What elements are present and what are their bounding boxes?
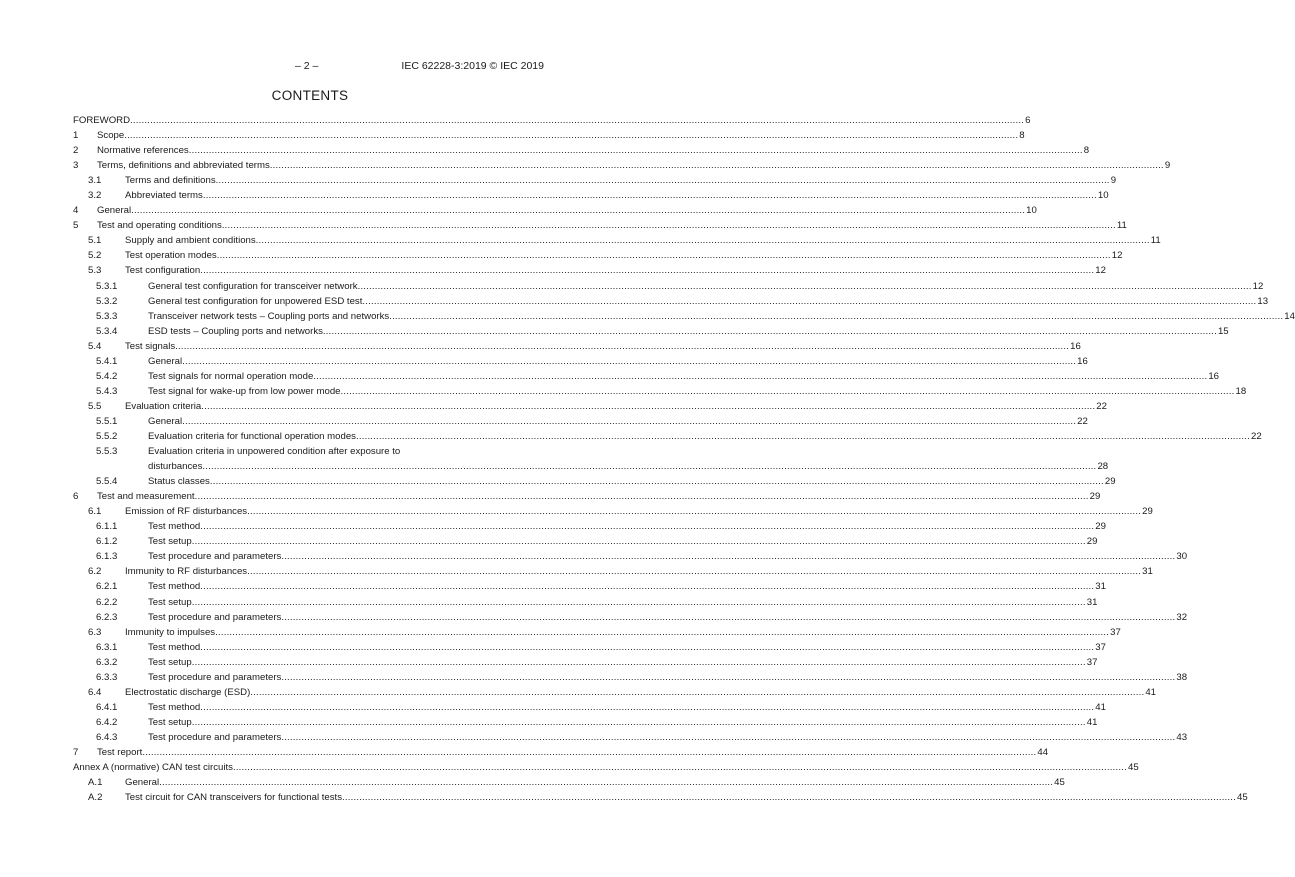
toc-entry-number: 5.4.2: [96, 370, 118, 382]
toc-entry-number: 5.1: [88, 235, 102, 247]
toc-entry-page: 22: [1251, 430, 1262, 442]
toc-entry-title: Test report: [97, 746, 143, 758]
toc-entry[interactable]: [73, 700, 1106, 715]
toc-leader-dots: [358, 279, 1252, 294]
toc-entry[interactable]: [73, 263, 1106, 278]
toc-entry-number: A.1: [88, 777, 103, 789]
toc-entry[interactable]: [73, 640, 1106, 655]
toc-entry-page: 45: [1127, 762, 1139, 774]
toc-leader-dots: [256, 233, 1150, 248]
toc-entry[interactable]: [73, 489, 1101, 504]
toc-entry[interactable]: [73, 339, 1081, 354]
page-number: – 2 –: [295, 60, 319, 72]
toc-entry[interactable]: [73, 324, 1229, 339]
toc-entry[interactable]: [73, 414, 1088, 429]
toc-entry-number: 6.1.3: [96, 551, 118, 563]
toc-entry-title: ESD tests – Coupling ports and networks: [148, 325, 323, 337]
toc-entry-title: Test setup: [148, 536, 192, 548]
toc-entry-number: 5.5.1: [96, 415, 118, 427]
toc-entry-number: 6.2.3: [96, 611, 118, 623]
toc-entry-page: 29: [1142, 506, 1153, 518]
toc-entry-title: Electrostatic discharge (ESD): [125, 686, 251, 698]
toc-entry-number: 6.1.1: [96, 521, 118, 533]
page-title: CONTENTS: [271, 88, 349, 103]
toc-entry-title: General: [148, 415, 183, 427]
toc-entry-title: Test method: [148, 521, 201, 533]
toc-leader-dots: [215, 625, 1109, 640]
toc-entry[interactable]: [73, 760, 1139, 775]
toc-entry-title: Test and measurement: [97, 491, 195, 503]
toc-entry-title: Test setup: [148, 656, 192, 668]
toc-entry-number: 5.3.2: [96, 295, 118, 307]
toc-leader-dots: [281, 670, 1175, 685]
toc-leader-dots: [341, 384, 1235, 399]
toc-entry[interactable]: [73, 173, 1117, 188]
toc-entry-page: 16: [1077, 355, 1088, 367]
toc-entry-number: 5.3: [88, 265, 102, 277]
toc-entry-title: Test setup: [148, 716, 192, 728]
toc-leader-dots: [192, 715, 1086, 730]
toc-entry[interactable]: [73, 534, 1098, 549]
toc-entry[interactable]: [73, 685, 1156, 700]
toc-entry-title: General test configuration for transceiver network: [148, 280, 358, 292]
toc-entry-number: 6.4.2: [96, 716, 118, 728]
toc-entry[interactable]: [73, 429, 1262, 444]
toc-entry-number: 6: [73, 491, 79, 503]
toc-entry-title: Test signals: [125, 340, 176, 352]
toc-entry-number: 2: [73, 145, 79, 157]
toc-entry-title: Terms, definitions and abbreviated terms: [97, 160, 270, 172]
toc-entry-page: 37: [1095, 641, 1106, 653]
toc-leader-dots: [250, 685, 1144, 700]
toc-entry[interactable]: [73, 218, 1127, 233]
toc-entry-number: 6.1.2: [96, 536, 118, 548]
toc-leader-dots: [200, 700, 1094, 715]
toc-leader-dots: [323, 324, 1217, 339]
toc-entry-page: 13: [1257, 295, 1269, 307]
toc-entry-page: 9: [1164, 160, 1171, 172]
toc-entry-page: 31: [1142, 566, 1153, 578]
toc-entry[interactable]: [73, 309, 1295, 324]
toc-entry-page: 12: [1252, 280, 1264, 292]
toc-entry-title: Supply and ambient conditions: [125, 235, 256, 247]
toc-entry-number: 5.5.3: [96, 446, 118, 458]
toc-entry[interactable]: [73, 369, 1220, 384]
toc-entry-title: Test procedure and parameters: [148, 611, 282, 623]
toc-entry[interactable]: [73, 730, 1188, 745]
toc-entry[interactable]: [73, 354, 1088, 369]
toc-entry[interactable]: [73, 279, 1264, 294]
toc-entry[interactable]: [73, 579, 1106, 594]
toc-entry-title: Test method: [148, 641, 201, 653]
toc-entry[interactable]: [73, 595, 1098, 610]
toc-leader-dots: [281, 730, 1175, 745]
toc-entry-title: General: [125, 777, 160, 789]
toc-entry-number: 6.3.1: [96, 641, 118, 653]
toc-leader-dots: [192, 534, 1086, 549]
toc-entry-page: 43: [1176, 731, 1188, 743]
toc-entry[interactable]: [73, 399, 1107, 414]
toc-leader-dots: [203, 188, 1097, 203]
toc-leader-dots: [342, 790, 1236, 805]
toc-leader-dots: [222, 218, 1116, 233]
toc-entry-title: Test configuration: [125, 265, 201, 277]
toc-entry-page: 37: [1110, 626, 1121, 638]
table-of-contents: [73, 113, 1295, 805]
toc-entry-title: Normative references: [97, 145, 189, 157]
toc-entry-number: 6.4.1: [96, 701, 118, 713]
toc-entry[interactable]: [73, 549, 1188, 564]
toc-entry-page: 11: [1150, 235, 1161, 247]
toc-entry-number: 1: [73, 130, 79, 142]
toc-entry-number: 5.3.1: [96, 280, 118, 292]
toc-leader-dots: [201, 399, 1095, 414]
toc-entry-title: Status classes: [148, 476, 210, 488]
toc-entry[interactable]: [73, 113, 1031, 128]
toc-entry-title: General test configuration for unpowered ESD test: [148, 295, 363, 307]
toc-entry-number: 5.5.2: [96, 430, 118, 442]
toc-leader-dots: [202, 459, 1096, 474]
toc-entry-number: 5.5: [88, 400, 102, 412]
toc-leader-dots: [130, 113, 1024, 128]
toc-entry-number: 5: [73, 220, 79, 232]
toc-leader-dots: [233, 760, 1127, 775]
toc-entry-title: General: [97, 205, 132, 217]
toc-leader-dots: [270, 158, 1164, 173]
toc-entry[interactable]: [73, 158, 1171, 173]
toc-entry-page: 10: [1026, 205, 1037, 217]
toc-entry-page: 12: [1095, 265, 1106, 277]
toc-entry[interactable]: [73, 610, 1188, 625]
toc-entry[interactable]: [73, 444, 1109, 474]
toc-entry-title: Evaluation criteria: [125, 400, 202, 412]
toc-leader-dots: [216, 173, 1110, 188]
toc-entry[interactable]: [73, 504, 1153, 519]
toc-leader-dots: [175, 339, 1069, 354]
toc-entry-page: 41: [1145, 686, 1156, 698]
toc-entry[interactable]: [73, 775, 1065, 790]
toc-entry[interactable]: [73, 203, 1037, 218]
toc-entry[interactable]: [73, 128, 1025, 143]
toc-entry[interactable]: [73, 474, 1116, 489]
toc-entry-title: Evaluation criteria in unpowered condition after exposure to: [148, 446, 401, 458]
toc-entry-page: 29: [1104, 476, 1116, 488]
toc-leader-dots: [200, 263, 1094, 278]
toc-entry-page: 8: [1019, 130, 1025, 142]
toc-entry-title: Immunity to impulses: [125, 626, 216, 638]
toc-entry-title: Terms and definitions: [125, 175, 216, 187]
toc-entry-title: Test method: [148, 581, 201, 593]
toc-entry-title: Test procedure and parameters: [148, 731, 282, 743]
toc-entry-title: Test procedure and parameters: [148, 551, 282, 563]
toc-entry-page: 18: [1235, 385, 1247, 397]
toc-leader-dots: [247, 564, 1141, 579]
toc-entry[interactable]: [73, 564, 1153, 579]
toc-entry-title: Transceiver network tests – Coupling ports and networks: [148, 310, 390, 322]
toc-entry-title: Test method: [148, 701, 201, 713]
toc-leader-dots: [210, 474, 1104, 489]
toc-entry-number: 6.4.3: [96, 731, 118, 743]
toc-entry-title: Immunity to RF disturbances: [125, 566, 248, 578]
toc-entry-page: 15: [1217, 325, 1229, 337]
toc-leader-dots: [131, 203, 1025, 218]
toc-entry-title: General: [148, 355, 183, 367]
toc-entry-title: Evaluation criteria for functional operation modes: [148, 430, 356, 442]
toc-entry-page: 9: [1110, 175, 1117, 187]
toc-leader-dots: [217, 248, 1111, 263]
toc-entry-title: Test signals for normal operation mode: [148, 370, 314, 382]
toc-entry-page: 41: [1095, 701, 1106, 713]
toc-entry-page: 38: [1176, 671, 1188, 683]
toc-entry-number: A.2: [88, 792, 103, 804]
toc-entry[interactable]: [73, 670, 1188, 685]
toc-entry-title: Test circuit for CAN transceivers for functional tests: [125, 792, 342, 804]
toc-entry-page: 16: [1070, 340, 1081, 352]
toc-entry-page: 31: [1095, 581, 1106, 593]
toc-leader-dots: [182, 414, 1076, 429]
toc-entry-number: 5.2: [88, 250, 102, 262]
toc-entry-page: 45: [1054, 777, 1065, 789]
toc-entry-number: 5.3.3: [96, 310, 118, 322]
toc-entry-page: 10: [1097, 190, 1109, 202]
toc-entry-number: 6.4: [88, 686, 102, 698]
toc-leader-dots: [362, 294, 1256, 309]
toc-entry-page: 12: [1111, 250, 1123, 262]
toc-entry-page: 31: [1086, 596, 1098, 608]
toc-entry-title: Test setup: [148, 596, 192, 608]
toc-entry-number: 6.1: [88, 506, 102, 518]
toc-leader-dots: [200, 579, 1094, 594]
toc-entry-page: 22: [1096, 400, 1107, 412]
toc-entry-number: 6.2: [88, 566, 102, 578]
toc-leader-dots: [281, 549, 1175, 564]
toc-entry[interactable]: [73, 655, 1098, 670]
toc-entry-number: 5.5.4: [96, 476, 118, 488]
toc-entry-number: 6.3.3: [96, 671, 118, 683]
toc-entry-page: 30: [1176, 551, 1188, 563]
toc-entry[interactable]: [73, 519, 1106, 534]
toc-entry[interactable]: [73, 248, 1123, 263]
toc-entry-number: 6.2.1: [96, 581, 118, 593]
toc-entry-number: 4: [73, 205, 79, 217]
toc-entry-page: 14: [1284, 310, 1295, 322]
toc-leader-dots: [124, 128, 1018, 143]
toc-entry[interactable]: [73, 188, 1109, 203]
toc-entry-page: 37: [1086, 656, 1098, 668]
toc-entry-title: Scope: [97, 130, 125, 142]
toc-entry-page: 44: [1037, 746, 1049, 758]
toc-entry-page: 28: [1097, 461, 1109, 473]
toc-entry[interactable]: [73, 625, 1121, 640]
toc-entry-page: 29: [1095, 521, 1106, 533]
toc-leader-dots: [192, 595, 1086, 610]
toc-entry-number: 7: [73, 746, 79, 758]
toc-entry-page: 29: [1086, 536, 1098, 548]
toc-entry-title: FOREWORD: [73, 115, 131, 126]
toc-leader-dots: [142, 745, 1036, 760]
toc-entry-number: 3.1: [88, 175, 102, 187]
toc-entry-title: Abbreviated terms: [125, 190, 203, 202]
toc-entry-number: 3: [73, 160, 79, 172]
toc-leader-dots: [389, 309, 1283, 324]
toc-leader-dots: [195, 489, 1089, 504]
toc-entry[interactable]: [73, 384, 1247, 399]
toc-leader-dots: [247, 504, 1141, 519]
toc-entry-page: 8: [1083, 145, 1090, 157]
toc-entry-page: 32: [1176, 611, 1188, 623]
toc-leader-dots: [192, 655, 1086, 670]
toc-entry-title: Test procedure and parameters: [148, 671, 282, 683]
toc-entry-page: 16: [1208, 370, 1220, 382]
toc-entry[interactable]: [73, 790, 1248, 805]
toc-entry-page: 45: [1237, 792, 1248, 804]
toc-entry-title: Test and operating conditions: [97, 220, 222, 232]
toc-entry-number: 5.4.1: [96, 355, 118, 367]
toc-leader-dots: [200, 640, 1094, 655]
toc-leader-dots: [281, 610, 1175, 625]
standard-reference: IEC 62228-3:2019 © IEC 2019: [401, 60, 544, 72]
toc-leader-dots: [200, 519, 1094, 534]
toc-entry-number: 5.4.3: [96, 385, 118, 397]
toc-entry-title-continued: disturbances: [148, 461, 203, 473]
toc-entry-page: 29: [1089, 491, 1101, 503]
toc-entry-page: 41: [1086, 716, 1098, 728]
toc-entry-page: 6: [1025, 115, 1031, 126]
toc-entry-title: Test operation modes: [125, 250, 217, 262]
toc-leader-dots: [159, 775, 1053, 790]
toc-leader-dots: [182, 354, 1076, 369]
toc-entry-number: 5.4: [88, 340, 102, 352]
toc-entry-number: 6.3: [88, 626, 102, 638]
toc-entry-number: 3.2: [88, 190, 102, 202]
toc-entry-page: 11: [1116, 220, 1127, 232]
toc-entry-title: Emission of RF disturbances: [125, 506, 248, 518]
toc-entry[interactable]: [73, 745, 1049, 760]
toc-entry[interactable]: [73, 294, 1269, 309]
toc-entry-number: 6.3.2: [96, 656, 118, 668]
toc-leader-dots: [356, 429, 1250, 444]
toc-entry-number: 5.3.4: [96, 325, 118, 337]
toc-leader-dots: [189, 143, 1083, 158]
toc-entry-title: Test signal for wake-up from low power mode: [148, 385, 341, 397]
toc-entry-number: 6.2.2: [96, 596, 118, 608]
toc-leader-dots: [313, 369, 1207, 384]
toc-entry-page: 22: [1077, 415, 1088, 427]
toc-entry-title: Annex A (normative) CAN test circuits: [73, 762, 233, 774]
toc-entry[interactable]: [73, 715, 1098, 730]
toc-entry[interactable]: [73, 143, 1090, 158]
toc-entry[interactable]: [73, 233, 1161, 248]
